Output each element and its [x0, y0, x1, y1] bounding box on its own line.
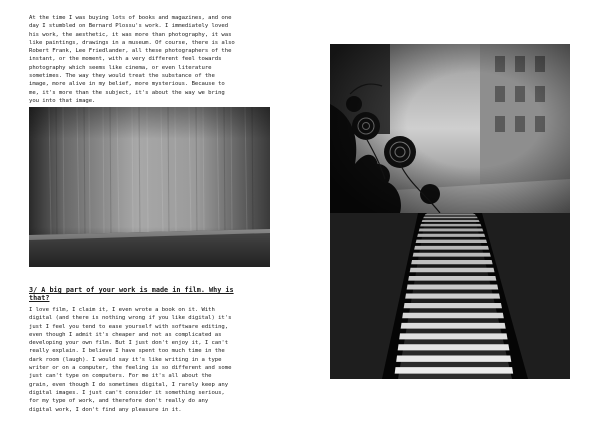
escalator-step [399, 333, 507, 339]
escalator-step [425, 214, 476, 215]
escalator-step [423, 217, 478, 219]
escalator-step [407, 285, 499, 290]
escalator-step [413, 253, 491, 257]
escalator-step [411, 260, 492, 264]
answer-paragraph: I love film, I claim it, I even wrote a book on it. With digital (and there is nothing wrong if you like digital) it's just I feel you tend to ease yourself with software editing, even though I admit it's cheaper and not as complicated as developing your own film. But I just don't enjoy it, I can't really explain. I believe I have spent too much time in the dark room (laugh). I would say it's like writing in a type writer or on a computer, the feeling is so different and some just can't type on computers. For me it's all about the grain, even though I do sometimes digital, I rarely keep any digital images. I just can't consider it something serious, for my type of work, and therefore don't really do any digital work, I don't find any pleasure in it. [29, 307, 232, 413]
intro-paragraph: At the time I was buying lots of books and magazines, and one day I stumbled on Bernard Plossu's work. I immediately loved his work, the aesthetic, it was more than photography, it was like paintings, drawings in a museum. Of course, there is also Robert Frank, Lee Friedlander, all these photographers of the instant, or the moment, with a very different feel towards photography which seems like cinema, or even literature sometimes. The way they would treat the substance of the image, more alive in my belief, more mysterious. Because to me, it's more than the subject, it's about the way we bring you into that image. [29, 15, 235, 104]
escalator-step [405, 294, 500, 299]
escalator-photo [330, 213, 570, 379]
escalator-step [419, 229, 484, 232]
escalator-step [395, 367, 513, 374]
escalator-step [398, 344, 510, 350]
escalator-step [396, 356, 511, 362]
question-heading: 3/ A big part of your work is made in film. Why is that? [29, 286, 234, 302]
escalator-step [401, 323, 506, 329]
escalator-step [410, 268, 495, 272]
escalator-step [408, 276, 496, 281]
escalator-step [417, 234, 485, 237]
curtain-photo [29, 107, 270, 267]
escalator-step [420, 224, 481, 226]
escalator-step [422, 220, 480, 222]
escalator-step [416, 240, 487, 243]
escalator-step [404, 303, 502, 308]
escalator-step [414, 246, 489, 250]
escalator-step [402, 313, 504, 319]
flowers-street-photo [330, 44, 570, 213]
